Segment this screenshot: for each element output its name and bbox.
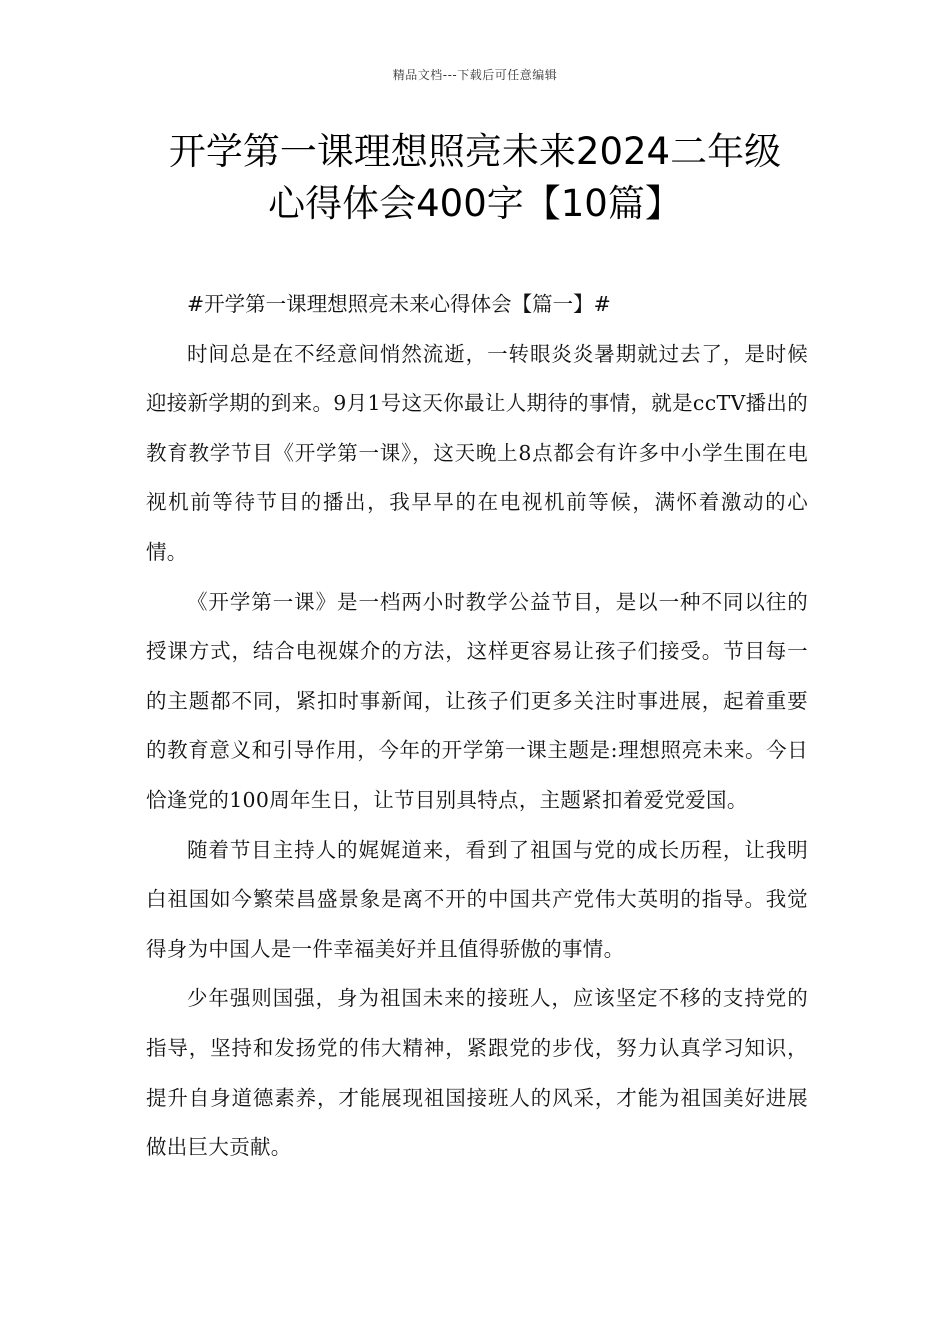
- title-line-2: 心得体会400字【10篇】: [268, 182, 682, 225]
- document-title: [120, 126, 830, 230]
- document-body: [146, 280, 808, 1173]
- paragraph-1: 时间总是在不经意间悄然流逝，一转眼炎炎暑期就过去了，是时候迎接新学期的到来。9月1号这天你最让人期待的事情，就是ccTV播出的教育教学节目《开学第一课》，这天晚上8点都会有许多中小学生围在电视机前等待节目的播出，我早早的在电视机前等候，满怀着激动的心情。: [146, 341, 808, 564]
- page-header: 精品文档---下载后可任意编辑: [392, 68, 558, 82]
- paragraph-2: 《开学第一课》是一档两小时教学公益节目，是以一种不同以往的授课方式，结合电视媒介的方法，这样更容易让孩子们接受。节目每一的主题都不同，紧扣时事新闻，让孩子们更多关注时事进展，起着重要的教育意义和引导作用，今年的开学第一课主题是:理想照亮未来。今日恰逢党的100周年生日，让节目别具特点，主题紧扣着爱党爱国。: [146, 589, 808, 812]
- paragraph-3: 随着节目主持人的娓娓道来，看到了祖国与党的成长历程，让我明白祖国如今繁荣昌盛景象是离不开的中国共产党伟大英明的指导。我觉得身为中国人是一件幸福美好并且值得骄傲的事情。: [146, 837, 808, 961]
- section-heading: #开学第一课理想照亮未来心得体会【篇一】#: [187, 292, 611, 316]
- paragraph-4: 少年强则国强，身为祖国未来的接班人，应该坚定不移的支持党的指导，坚持和发扬党的伟大精神，紧跟党的步伐，努力认真学习知识，提升自身道德素养，才能展现祖国接班人的风采，才能为祖国美好进展做出巨大贡献。: [146, 986, 808, 1160]
- title-line-1: 开学第一课理想照亮未来2024二年级: [168, 130, 782, 173]
